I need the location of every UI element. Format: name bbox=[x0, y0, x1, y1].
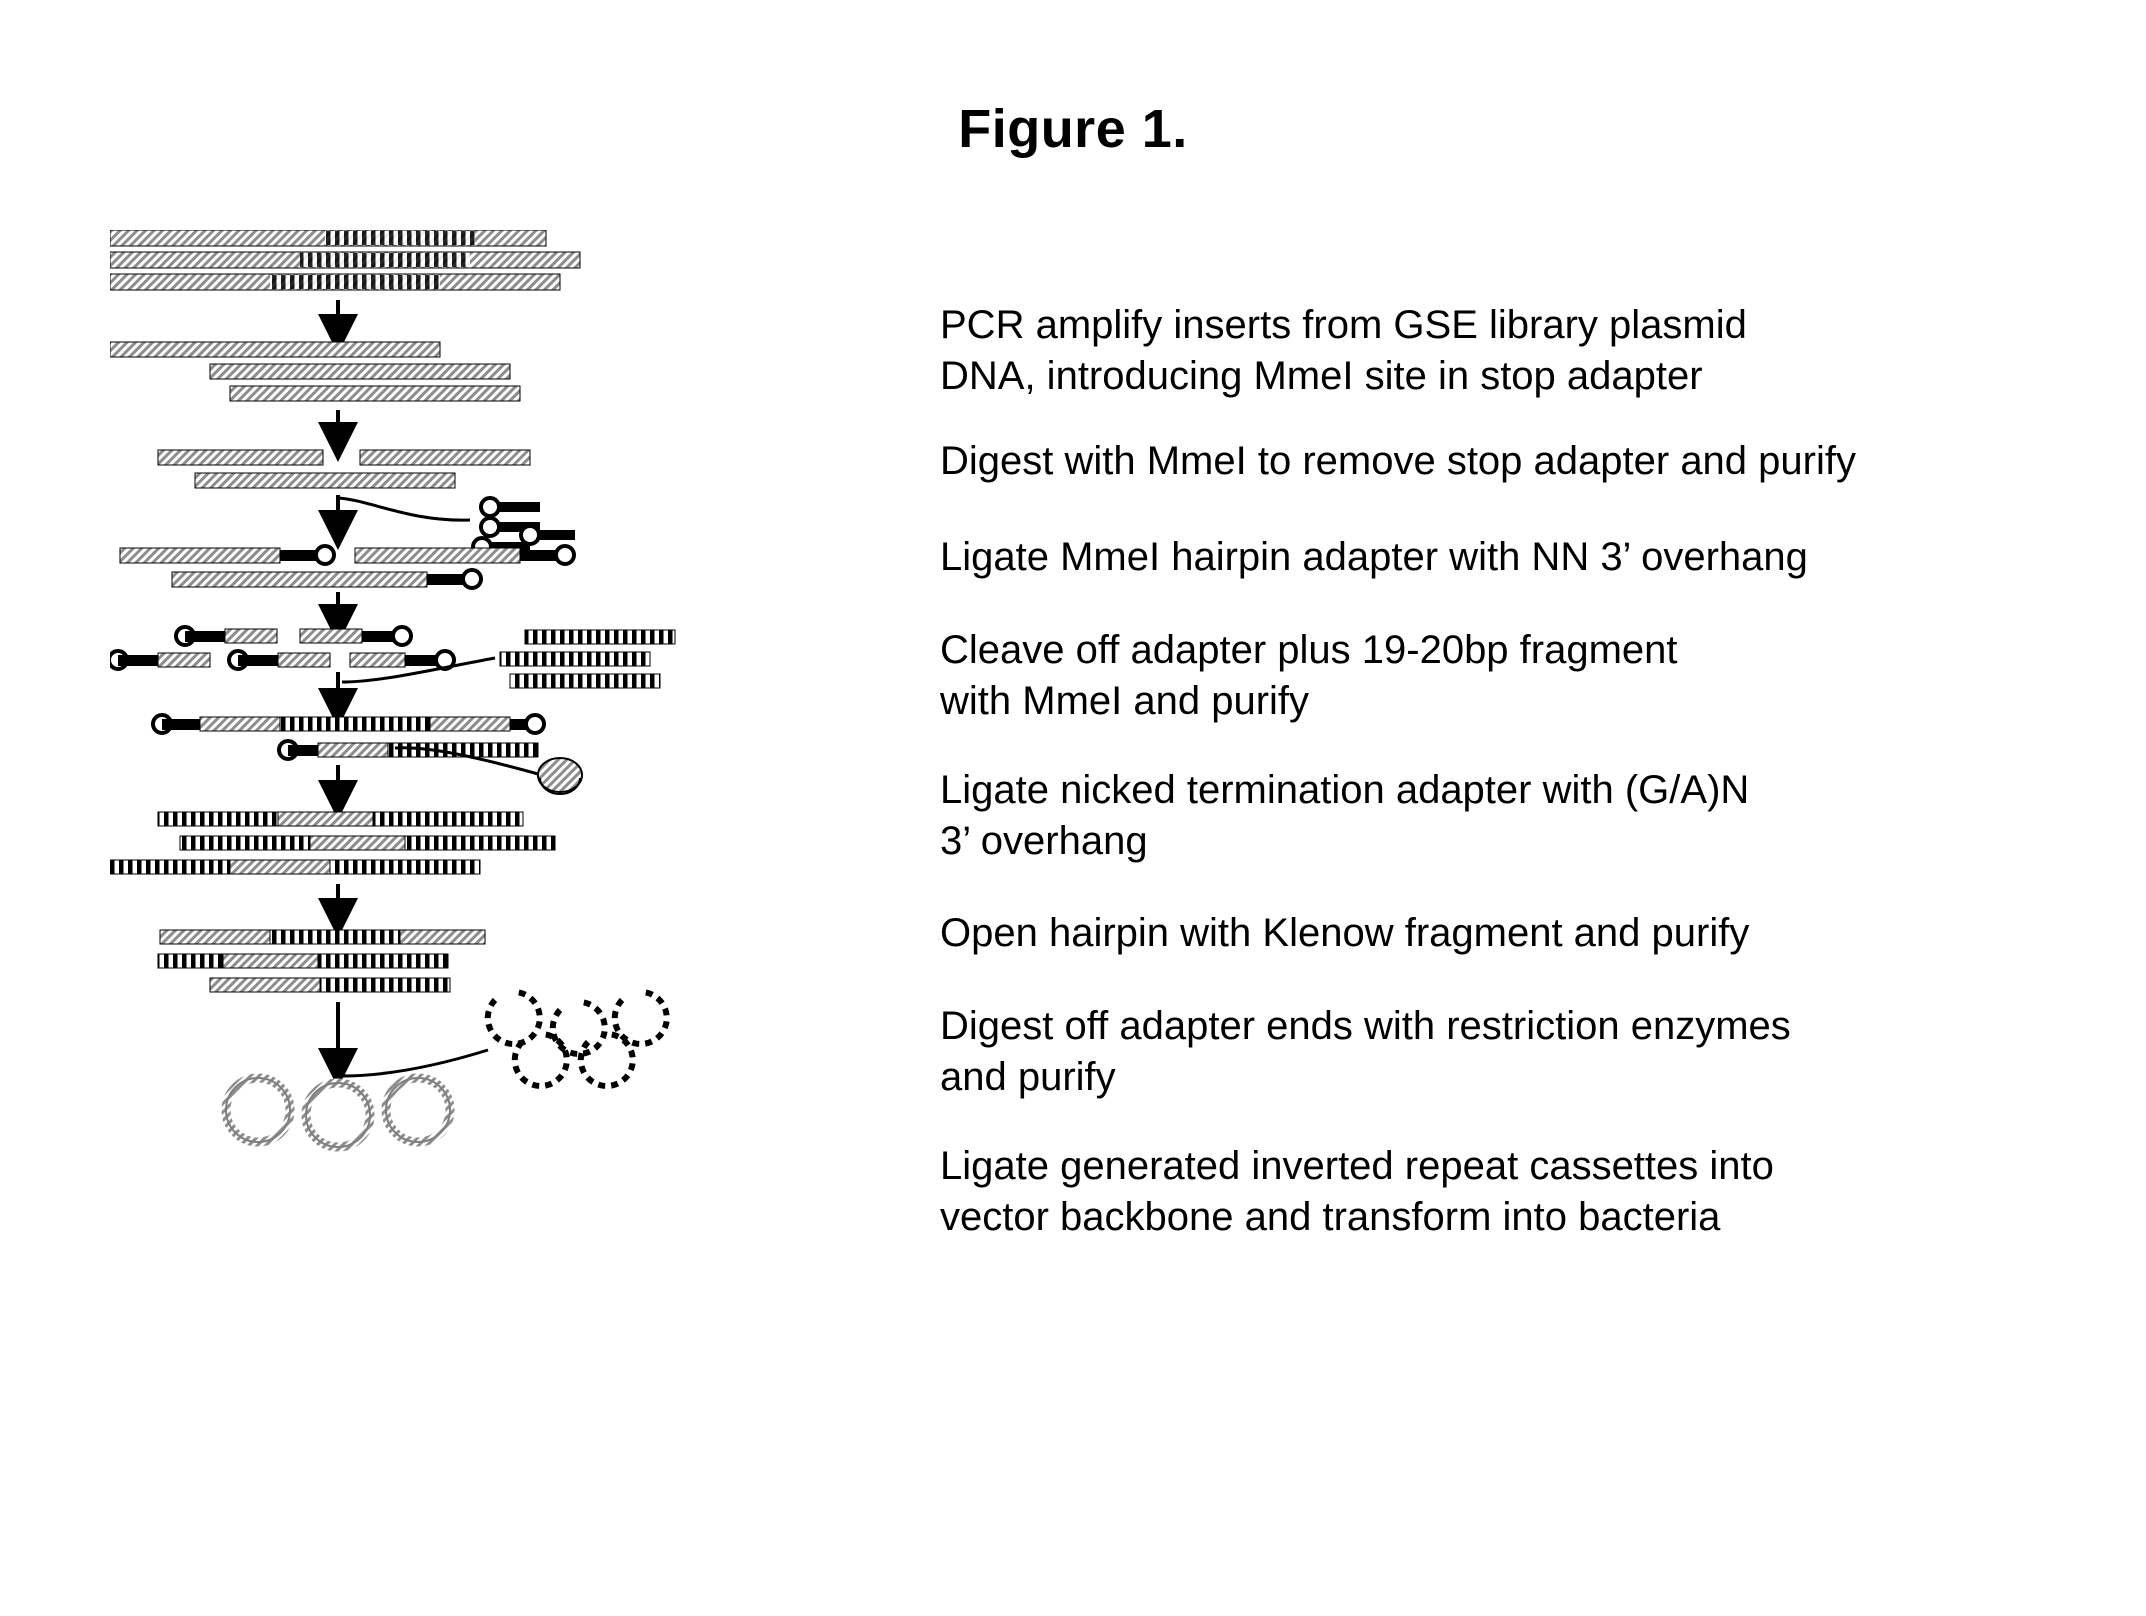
figure-title: Figure 1. bbox=[958, 99, 1188, 159]
step-pcr-amplify: PCR amplify inserts from GSE library plasmid DNA, introducing MmeI site in stop adapter bbox=[940, 303, 1747, 399]
vector-backbones bbox=[342, 992, 667, 1086]
step-ligate-nicked: Ligate nicked termination adapter with (G/A)N 3’ overhang bbox=[940, 768, 1750, 864]
final-plasmids bbox=[226, 1078, 450, 1147]
hairpin-adapters bbox=[338, 498, 575, 556]
step-cleave-adapter: Cleave off adapter plus 19-20bp fragment with MmeI and purify bbox=[940, 627, 1678, 723]
stage-klenow-opened bbox=[110, 812, 555, 874]
stage-pcr-products bbox=[110, 230, 580, 290]
schematic-diagram bbox=[110, 230, 930, 1450]
stage-cleaved bbox=[110, 627, 454, 669]
schematic-svg bbox=[110, 230, 930, 1450]
step-ligate-hairpin: Ligate MmeI hairpin adapter with NN 3’ overhang bbox=[940, 534, 1808, 579]
steps-list bbox=[940, 300, 2080, 1243]
step-ligate-cassettes: Ligate generated inverted repeat cassettes into vector backbone and transform into bacteria bbox=[940, 1144, 1774, 1240]
stage-purified bbox=[158, 450, 530, 488]
step-digest-ends: Digest off adapter ends with restriction enzymes and purify bbox=[940, 1003, 1791, 1099]
step-open-hairpin: Open hairpin with Klenow fragment and purify bbox=[940, 910, 1750, 955]
stage-digested bbox=[110, 342, 520, 401]
step-digest-mmei: Digest with MmeI to remove stop adapter and purify bbox=[940, 439, 1856, 484]
stage-hairpin-ligated bbox=[120, 546, 574, 588]
stage-restriction-digested bbox=[158, 930, 485, 992]
stage-termination-ligated bbox=[153, 715, 544, 759]
